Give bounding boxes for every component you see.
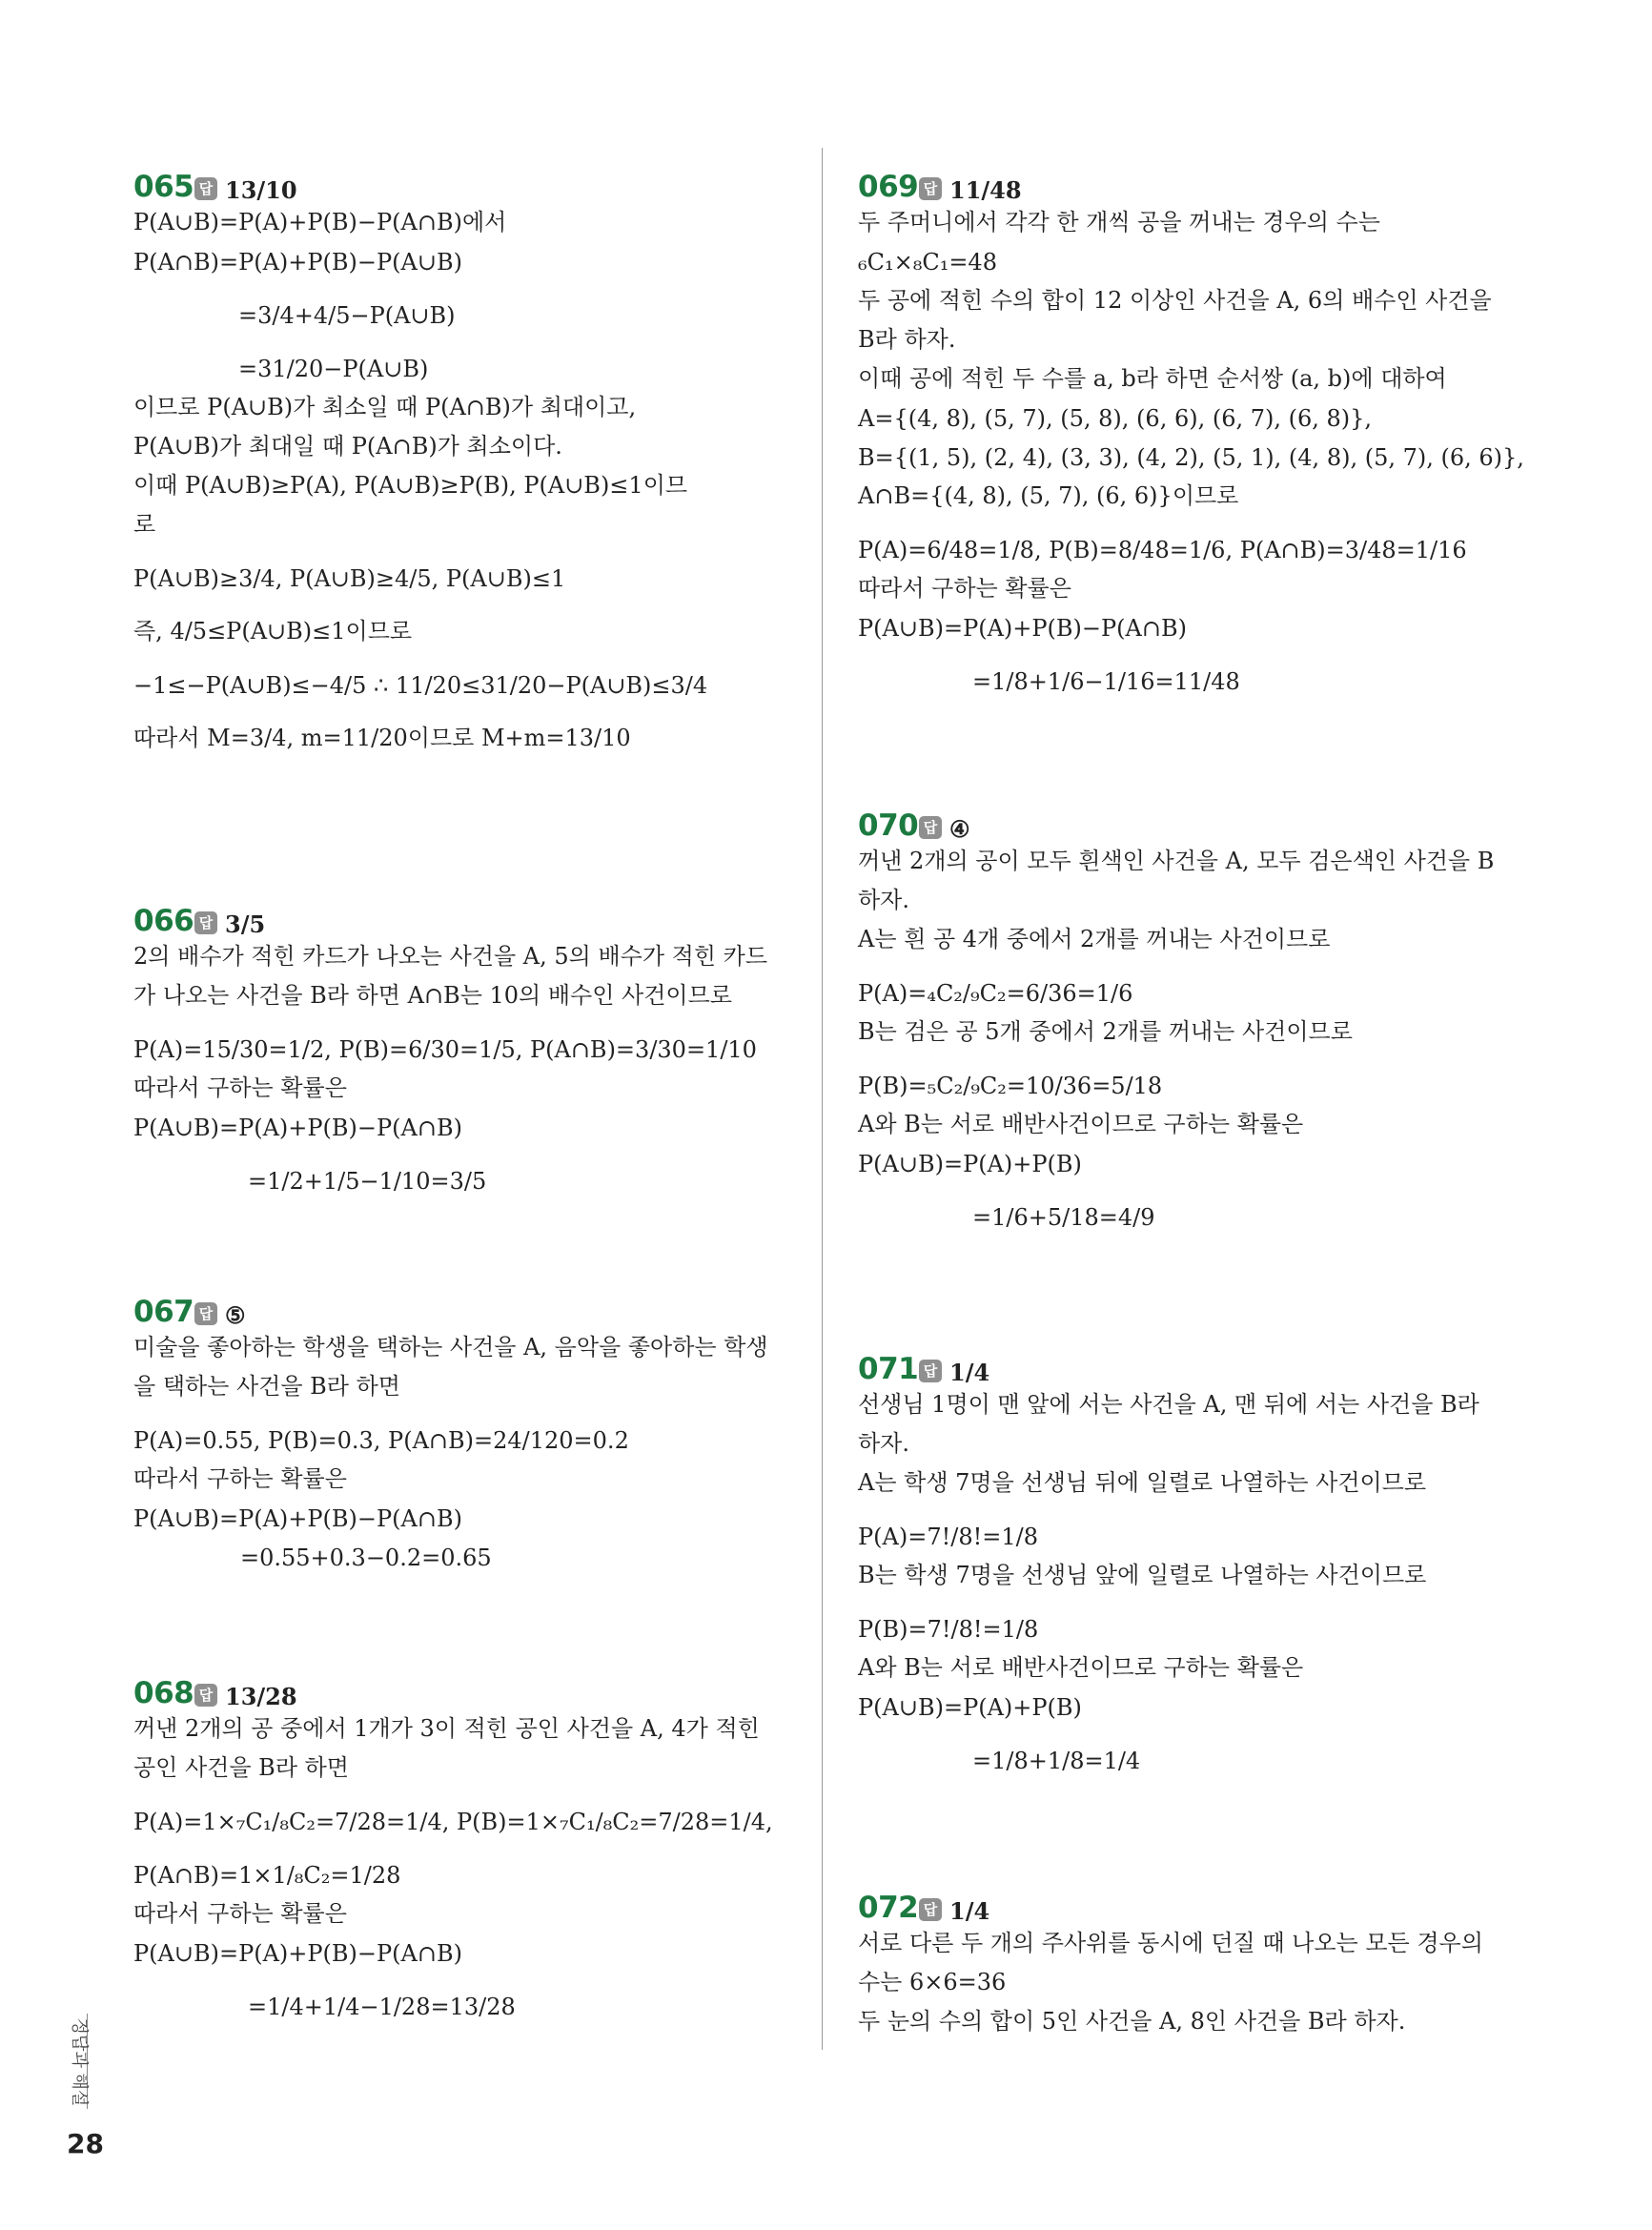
problem-header: [858, 1335, 1516, 1386]
solution-line: =1/4+1/4−1/28=13/28: [248, 1994, 516, 2020]
solution-line: 이때 P(A∪B)≥P(A), P(A∪B)≥P(B), P(A∪B)≤1이므: [133, 472, 688, 499]
solution-line: 두 주머니에서 각각 한 개씩 공을 꺼내는 경우의 수는: [858, 209, 1380, 235]
problem-header: [133, 887, 791, 938]
problem-number: 067: [133, 1295, 194, 1329]
solution-line: P(A∪B)=P(A)+P(B): [858, 1151, 1082, 1177]
solution-line: P(B)=7!/8!=1/8: [858, 1616, 1039, 1643]
solution-line: 꺼낸 2개의 공이 모두 흰색인 사건을 A, 모두 검은색인 사건을 B: [858, 848, 1495, 874]
problem-071: [858, 1335, 1516, 1781]
solution-line: −1≤−P(A∪B)≤−4/5 ∴ 11/20≤31/20−P(A∪B)≤3/4: [133, 672, 708, 699]
problem-header: [133, 153, 791, 204]
answer-value: 13/10: [225, 176, 297, 204]
solution-line: A={(4, 8), (5, 7), (5, 8), (6, 6), (6, 7), (6, 8)},: [858, 405, 1373, 432]
solution-line: P(A∪B)=P(A)+P(B)−P(A∩B): [858, 615, 1187, 642]
problem-066: [133, 887, 791, 1201]
solution-line: P(A∪B)가 최대일 때 P(A∩B)가 최소이다.: [133, 433, 562, 460]
solution-line: 을 택하는 사건을 B라 하면: [133, 1373, 400, 1400]
problem-number: 065: [133, 170, 194, 204]
problem-number: 069: [858, 170, 919, 204]
solution-line: B는 검은 공 5개 중에서 2개를 꺼내는 사건이므로: [858, 1018, 1353, 1045]
solution-line: 두 눈의 수의 합이 5인 사건을 A, 8인 사건을 B라 하자.: [858, 2008, 1406, 2035]
answer-badge: 답: [194, 1302, 217, 1325]
problem-067: [133, 1278, 791, 1578]
solution-line: A는 학생 7명을 선생님 뒤에 일렬로 나열하는 사건이므로: [858, 1469, 1427, 1496]
problem-number: 066: [133, 904, 194, 938]
solution-line: P(A)=6/48=1/8, P(B)=8/48=1/6, P(A∩B)=3/48=1/16: [858, 537, 1467, 563]
answer-value: 3/5: [225, 910, 266, 938]
solution-line: 수는 6×6=36: [858, 1969, 1007, 1995]
solution-line: 미술을 좋아하는 학생을 택하는 사건을 A, 음악을 좋아하는 학생: [133, 1334, 768, 1361]
solution-line: =1/8+1/6−1/16=11/48: [972, 668, 1240, 695]
problem-072: [858, 1873, 1516, 2042]
solution-line: P(A∪B)=P(A)+P(B)−P(A∩B): [133, 1505, 462, 1532]
answer-value: 13/28: [225, 1683, 297, 1710]
solution-line: =1/6+5/18=4/9: [972, 1204, 1155, 1231]
problem-number: 072: [858, 1891, 919, 1925]
solution-line: P(A∪B)=P(A)+P(B): [858, 1694, 1082, 1721]
solution-line: 두 공에 적힌 수의 합이 12 이상인 사건을 A, 6의 배수인 사건을: [858, 287, 1492, 314]
solution-line: A와 B는 서로 배반사건이므로 구하는 확률은: [858, 1654, 1304, 1681]
side-tab-label: 정답과 해설: [69, 2017, 90, 2107]
solution-line: 따라서 구하는 확률은: [858, 575, 1071, 602]
solution-line: 하자.: [858, 887, 909, 913]
solution-line: =0.55+0.3−0.2=0.65: [240, 1545, 492, 1571]
answer-value: 1/4: [949, 1359, 990, 1386]
answer-badge: 답: [194, 911, 217, 934]
answer-value: ⑤: [225, 1301, 246, 1329]
solution-line: P(A)=7!/8!=1/8: [858, 1524, 1038, 1550]
answer-value: 1/4: [949, 1897, 990, 1925]
problem-069: [858, 153, 1524, 702]
solution-line: P(A∪B)≥3/4, P(A∪B)≥4/5, P(A∪B)≤1: [133, 565, 566, 592]
solution-line: =3/4+4/5−P(A∪B): [238, 302, 456, 329]
problem-header: [858, 1873, 1516, 1925]
solution-line: B라 하자.: [858, 326, 956, 353]
answer-badge: 답: [194, 177, 217, 200]
problem-number: 070: [858, 808, 919, 843]
solution-line: =1/2+1/5−1/10=3/5: [248, 1168, 487, 1195]
page-number: 28: [67, 2128, 104, 2159]
solution-line: 꺼낸 2개의 공 중에서 1개가 3이 적힌 공인 사건을 A, 4가 적힌: [133, 1715, 760, 1742]
answer-badge: 답: [919, 177, 942, 200]
column-divider: [822, 148, 823, 2050]
solution-line: 공인 사건을 B라 하면: [133, 1754, 349, 1781]
solution-line: P(A)=₄C₂/₉C₂=6/36=1/6: [858, 980, 1133, 1007]
solution-line: P(A)=15/30=1/2, P(B)=6/30=1/5, P(A∩B)=3/30=1/10: [133, 1036, 757, 1063]
problem-065: [133, 153, 791, 759]
problem-header: [133, 1659, 791, 1710]
solution-line: 이때 공에 적힌 두 수를 a, b라 하면 순서쌍 (a, b)에 대하여: [858, 365, 1447, 392]
answer-value: ④: [949, 815, 970, 843]
answer-badge: 답: [194, 1684, 217, 1707]
solution-line: ₆C₁×₈C₁=48: [858, 249, 997, 276]
solution-line: =31/20−P(A∪B): [238, 356, 429, 382]
problem-header: [133, 1278, 791, 1329]
solution-line: 따라서 구하는 확률은: [133, 1074, 347, 1101]
solution-line: 하자.: [858, 1430, 909, 1457]
solution-line: A는 흰 공 4개 중에서 2개를 꺼내는 사건이므로: [858, 926, 1331, 952]
solution-line: P(A∩B)=1×1/₈C₂=1/28: [133, 1862, 401, 1889]
solution-line: 따라서 구하는 확률은: [133, 1465, 347, 1492]
solution-line: 선생님 1명이 맨 앞에 서는 사건을 A, 맨 뒤에 서는 사건을 B라: [858, 1391, 1479, 1418]
solution-line: P(A∩B)=P(A)+P(B)−P(A∪B): [133, 249, 462, 276]
solution-line: 가 나오는 사건을 B라 하면 A∩B는 10의 배수인 사건이므로: [133, 982, 732, 1009]
solution-line: =1/8+1/8=1/4: [972, 1748, 1141, 1774]
solution-line: A∩B={(4, 8), (5, 7), (6, 6)}이므로: [858, 482, 1239, 509]
solution-line: 2의 배수가 적힌 카드가 나오는 사건을 A, 5의 배수가 적힌 카드: [133, 943, 768, 970]
solution-line: 따라서 구하는 확률은: [133, 1900, 347, 1927]
answer-badge: 답: [919, 816, 942, 839]
solution-line: P(A)=1×₇C₁/₈C₂=7/28=1/4, P(B)=1×₇C₁/₈C₂=7/28=1/4,: [133, 1809, 773, 1835]
solution-line: A와 B는 서로 배반사건이므로 구하는 확률은: [858, 1111, 1304, 1137]
solution-line: P(B)=₅C₂/₉C₂=10/36=5/18: [858, 1073, 1163, 1099]
answer-badge: 답: [919, 1898, 942, 1921]
problem-header: [858, 153, 1516, 204]
solution-line: 서로 다른 두 개의 주사위를 동시에 던질 때 나오는 모든 경우의: [858, 1930, 1483, 1956]
problem-header: [858, 791, 1516, 843]
problem-068: [133, 1659, 791, 2027]
solution-line: P(A∪B)=P(A)+P(B)−P(A∩B)에서: [133, 209, 507, 235]
side-tab: [69, 2014, 107, 2109]
solution-line: B는 학생 7명을 선생님 앞에 일렬로 나열하는 사건이므로: [858, 1562, 1427, 1588]
solution-line: 로: [133, 511, 156, 538]
solution-line: B={(1, 5), (2, 4), (3, 3), (4, 2), (5, 1), (4, 8), (5, 7), (6, 6)},: [858, 444, 1524, 471]
solution-line: P(A∪B)=P(A)+P(B)−P(A∩B): [133, 1940, 462, 1967]
problem-number: 068: [133, 1676, 194, 1710]
answer-value: 11/48: [949, 176, 1022, 204]
problem-070: [858, 791, 1516, 1238]
solution-line: 따라서 M=3/4, m=11/20이므로 M+m=13/10: [133, 725, 631, 751]
problem-number: 071: [858, 1352, 919, 1386]
solution-line: P(A)=0.55, P(B)=0.3, P(A∩B)=24/120=0.2: [133, 1427, 629, 1454]
solution-line: 이므로 P(A∪B)가 최소일 때 P(A∩B)가 최대이고,: [133, 394, 637, 420]
solution-line: 즉, 4/5≤P(A∪B)≤1이므로: [133, 618, 413, 644]
answer-badge: 답: [919, 1360, 942, 1382]
solution-line: P(A∪B)=P(A)+P(B)−P(A∩B): [133, 1115, 462, 1141]
